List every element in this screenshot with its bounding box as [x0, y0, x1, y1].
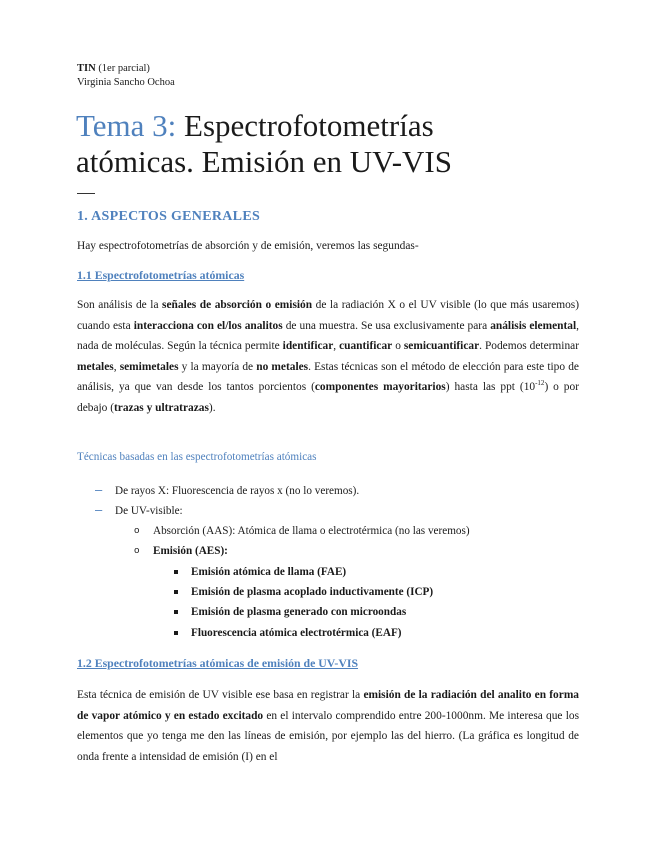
section-heading-1: 1. ASPECTOS GENERALES	[77, 209, 261, 224]
square-bullet-icon	[174, 631, 178, 635]
techniques-heading: Técnicas basadas en las espectrofotometrías atómicas	[77, 451, 317, 463]
title-divider	[77, 193, 95, 194]
section1-2-paragraph: Esta técnica de emisión de UV visible ese basa en registrar la emisión de la radiación del analito en forma de vapor atómico y en estado excitado en el intervalo comprendido entre 200-1000nm. Me interesa que los elementos que yo tenga me den las líneas de emisión, por ejemplo las del hierro. (La gráfica es longitud de onda frente a intensidad de emisión (I) en el	[77, 689, 579, 763]
square-bullet-icon	[174, 610, 178, 614]
list-item: Emisión (AES):	[153, 545, 228, 557]
list-item: Emisión de plasma generado con microondas	[191, 606, 407, 618]
circle-bullet-icon: o	[134, 546, 140, 556]
title-line1: Espectrofotometrías	[184, 108, 434, 143]
section-heading-1-1: 1.1 Espectrofotometrías atómicas	[77, 268, 245, 282]
page-header	[77, 62, 175, 90]
list-item: De rayos X: Fluorescencia de rayos x (no lo veremos).	[115, 485, 360, 497]
section1-1-paragraph: Son análisis de la señales de absorción o emisión de la radiación X o el UV visible (lo que más usaremos) cuando esta interacciona con el/los analitos de una muestra. Se usa exclusivamente para análisis elemental, nada de moléculas. Según la técnica permite identificar, cuantificar o semicuantificar. Podemos determinar metales, semimetales y la mayoría de no metales. Estas técnicas son el método de elección para este tipo de análisis, ya que van desde los tantos porcientos (componentes mayoritarios) hasta las ppt $(10^{-12})$ o por debajo (trazas y ultratrazas).	[77, 299, 580, 414]
square-bullet-icon	[174, 570, 178, 574]
dash-bullet-icon: –	[95, 482, 103, 497]
section-heading-1-2: 1.2 Espectrofotometrías atómicas de emisión de UV-VIS	[77, 656, 359, 670]
dash-bullet-icon: –	[95, 502, 103, 517]
title-prefix: Tema 3:	[76, 108, 177, 143]
section1-intro: Hay espectrofotometrías de absorción y de emisión, veremos las segundas-	[77, 240, 419, 252]
square-bullet-icon	[174, 590, 178, 594]
list-item: Fluorescencia atómica electrotérmica (EAF)	[191, 627, 402, 639]
list-item: Emisión atómica de llama (FAE)	[191, 566, 347, 578]
exam-label: (1er parcial)	[98, 63, 150, 74]
author-name: Virginia Sancho Ochoa	[77, 77, 175, 88]
list-item: Absorción (AAS): Atómica de llama o electrotérmica (no las veremos)	[153, 525, 470, 537]
list-item: Emisión de plasma acoplado inductivamente (ICP)	[191, 586, 434, 598]
course-name: TIN	[77, 63, 96, 74]
list-item: De UV-visible:	[115, 505, 183, 517]
circle-bullet-icon: o	[134, 526, 140, 536]
title-line2: atómicas. Emisión en UV-VIS	[76, 144, 452, 179]
document-title	[76, 108, 596, 180]
